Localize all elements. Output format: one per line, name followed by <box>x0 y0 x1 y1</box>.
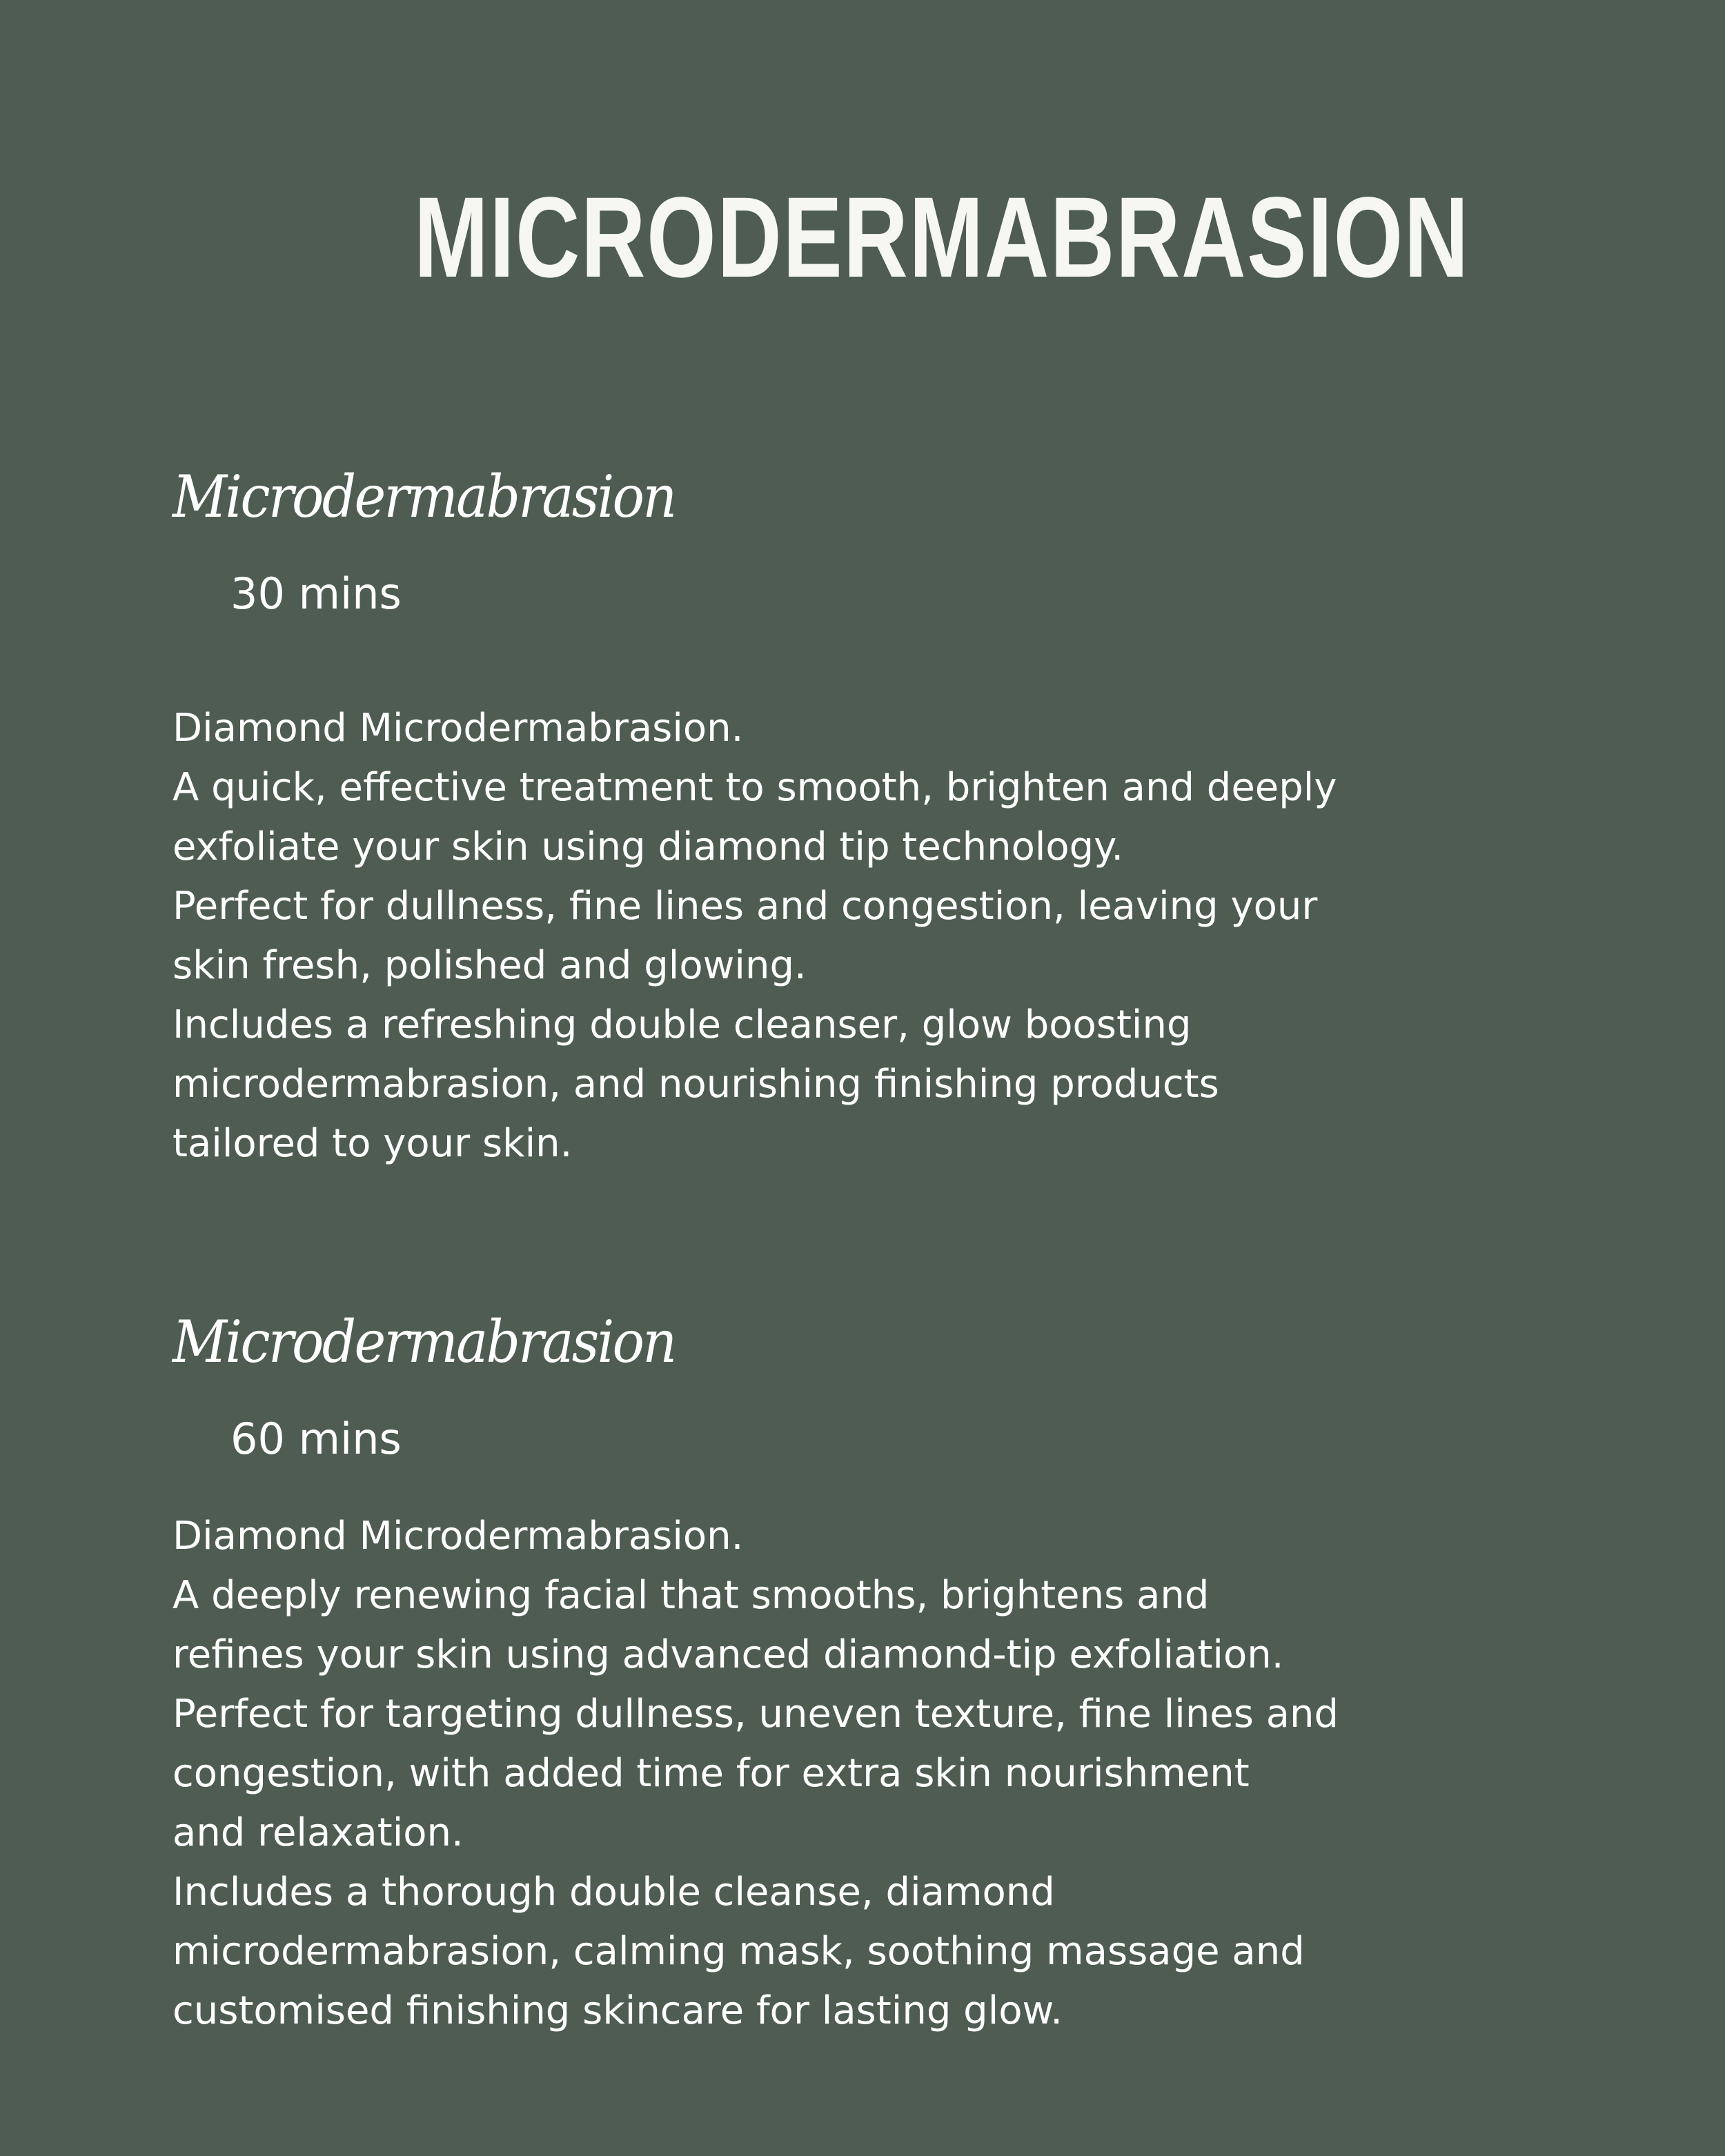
description-line: Includes a thorough double cleanse, diamond <box>172 1870 1055 1915</box>
description-line: congestion, with added time for extra skin nourishment <box>172 1751 1250 1796</box>
description-line: microdermabrasion, calming mask, soothing massage and <box>172 1929 1305 1974</box>
description-line: A quick, effective treatment to smooth, brighten and deeply <box>172 765 1337 810</box>
description-line: tailored to your skin. <box>172 1121 573 1166</box>
treatment-description <box>172 1507 1483 2041</box>
treatment-duration: 30 mins <box>230 568 402 619</box>
description-line: customised finishing skincare for lasting glow. <box>172 1988 1063 2033</box>
treatment-section-30 <box>172 452 1483 1174</box>
description-line: Diamond Microdermabrasion. <box>172 1514 744 1559</box>
description-line: A deeply renewing facial that smooths, brightens and <box>172 1573 1210 1618</box>
treatment-duration: 60 mins <box>230 1414 402 1464</box>
description-line: exfoliate your skin using diamond tip technology. <box>172 824 1124 869</box>
description-line: skin fresh, polished and glowing. <box>172 943 807 988</box>
treatment-description <box>172 699 1483 1174</box>
description-line: microdermabrasion, and nourishing finishing products <box>172 1062 1219 1107</box>
description-line: refines your skin using advanced diamond-tip exfoliation. <box>172 1632 1284 1677</box>
treatment-name: Microdermabrasion <box>172 1308 676 1376</box>
treatment-name: Microdermabrasion <box>172 463 676 531</box>
treatment-section-60 <box>172 1297 1483 2041</box>
description-line: Includes a refreshing double cleanser, glow boosting <box>172 1002 1192 1047</box>
page-title: MICRODERMABRASION <box>414 174 1470 301</box>
description-line: Diamond Microdermabrasion. <box>172 706 744 751</box>
description-line: Perfect for targeting dullness, uneven texture, fine lines and <box>172 1692 1339 1737</box>
description-line: Perfect for dullness, fine lines and congestion, leaving your <box>172 884 1318 929</box>
description-line: and relaxation. <box>172 1810 464 1855</box>
